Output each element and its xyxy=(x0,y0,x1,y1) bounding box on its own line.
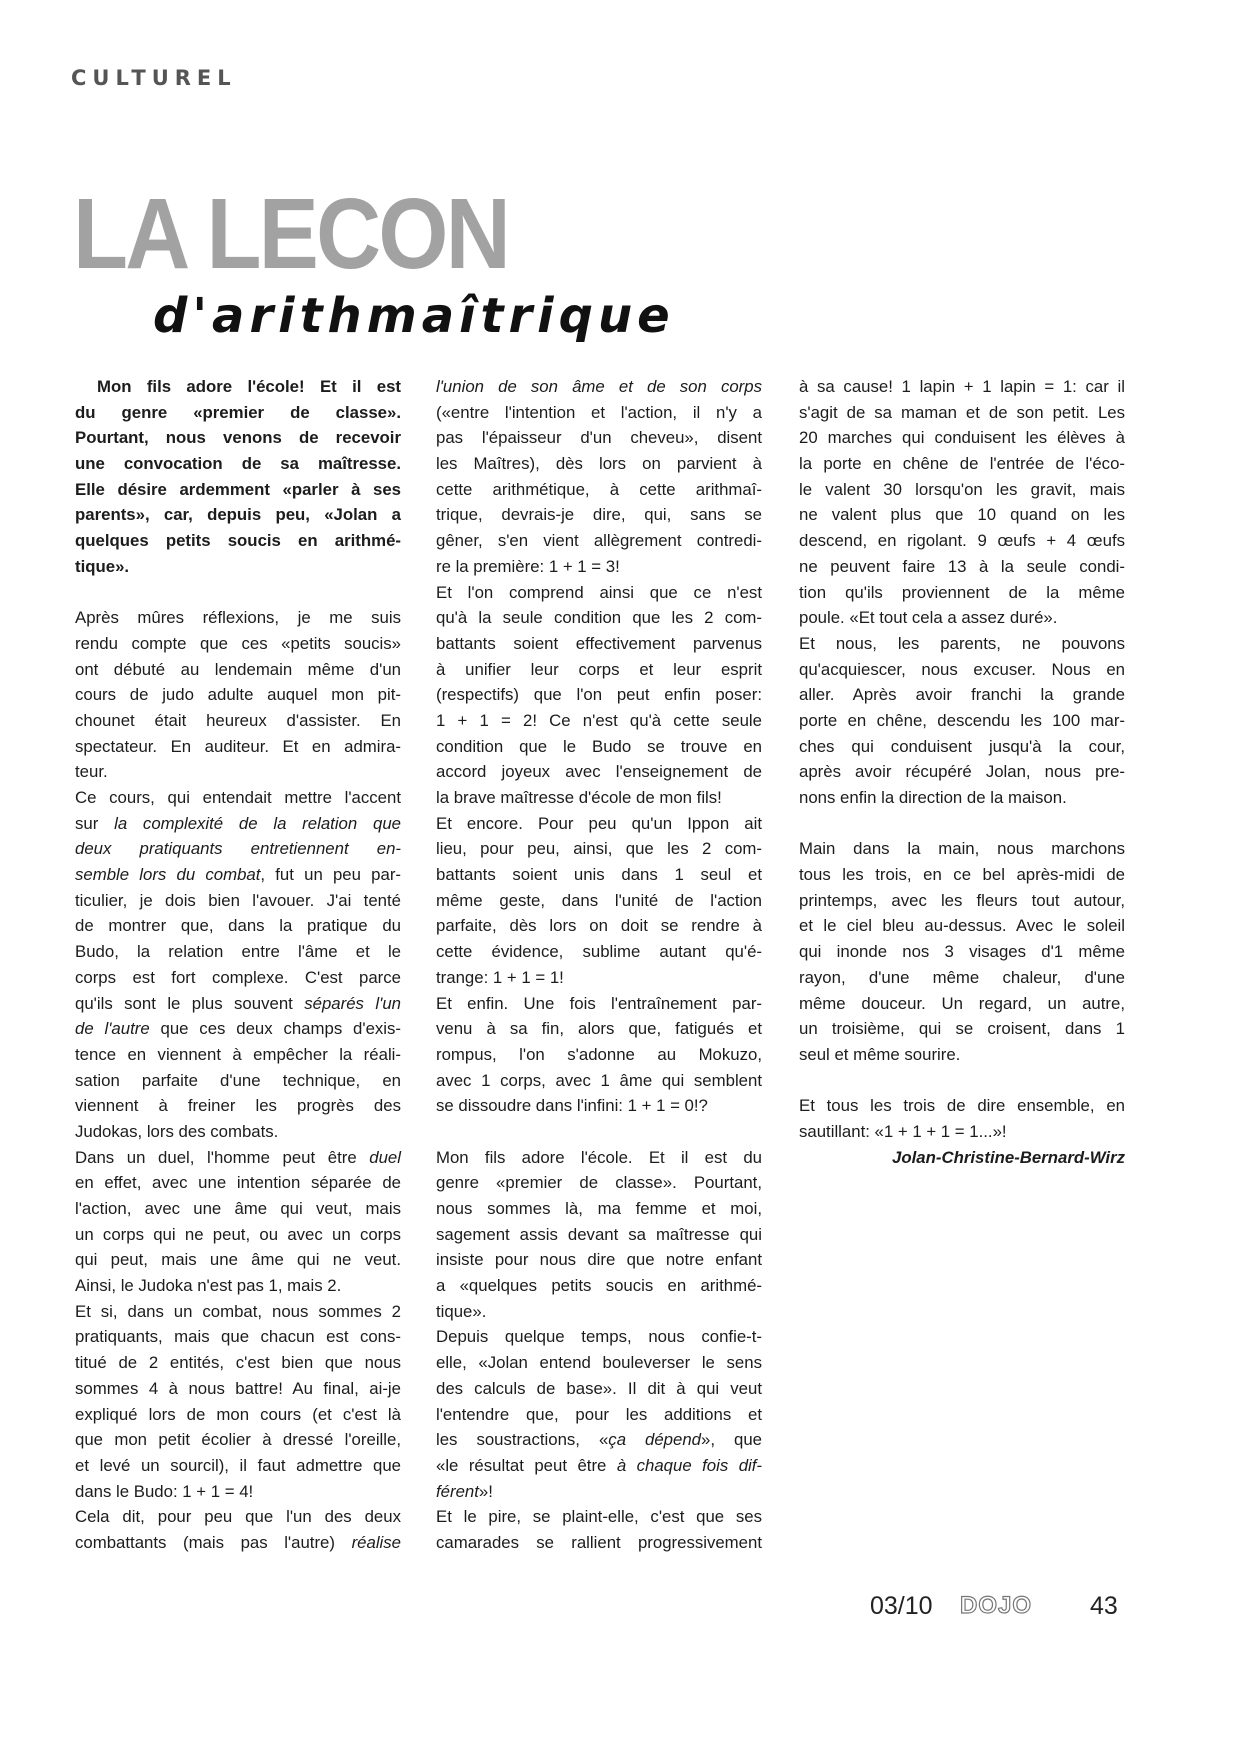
text-line xyxy=(799,1093,1125,1119)
text-line xyxy=(436,1453,762,1479)
paragraph xyxy=(75,605,401,785)
text-line xyxy=(799,554,1125,580)
text-line xyxy=(436,708,762,734)
text-run: Mon fils adore l'école. Et il est du xyxy=(436,1147,762,1167)
text-run: parfaite, dès lors on doit se rendre à xyxy=(436,916,762,936)
text-line xyxy=(75,1324,401,1350)
text-run: nous sommes là, ma femme et moi, xyxy=(436,1199,762,1218)
text-line xyxy=(75,1170,401,1196)
italic-text: férent xyxy=(436,1481,479,1501)
text-line xyxy=(799,991,1125,1017)
text-line xyxy=(799,888,1125,914)
text-line xyxy=(436,554,762,580)
italic-text: l'union de son âme et de son corps xyxy=(436,377,762,396)
paragraph xyxy=(799,1093,1125,1144)
text-run: rompus, l'on s'adonne au Mokuzo, xyxy=(436,1044,762,1064)
text-run: pas l'épaisseur d'un cheveu», disent xyxy=(436,428,762,448)
text-line xyxy=(436,374,762,400)
text-run: qui peut, mais une âme qui ne veut. xyxy=(75,1250,401,1270)
text-run: corps est fort complexe. C'est parce xyxy=(75,967,401,987)
text-line xyxy=(436,734,762,760)
text-line xyxy=(75,1093,401,1119)
text-line xyxy=(799,400,1125,426)
italic-text: ça dépend xyxy=(608,1430,702,1450)
text-run: que ces deux champs d'exis- xyxy=(149,1019,401,1039)
text-run: trange: 1 + 1 = 1! xyxy=(436,967,564,987)
text-run: battants soient effectivement parvenus xyxy=(436,633,762,653)
text-run: qu'acquiescer, nous excuser. Nous en xyxy=(799,659,1125,679)
text-run: de montrer que, dans la pratique du xyxy=(75,916,401,936)
paragraph xyxy=(436,580,762,811)
text-run: venu à sa fin, alors que, fatigués et xyxy=(436,1019,762,1039)
text-run: sautillant: «1 + 1 + 1 = 1...»! xyxy=(799,1121,1007,1141)
text-line xyxy=(436,939,762,965)
text-run: combattants (mais pas l'autre) xyxy=(75,1532,352,1552)
text-run: tous les trois, en ce bel après-midi de xyxy=(799,865,1125,885)
text-run: viennent à freiner les progrès des xyxy=(75,1096,401,1116)
text-line xyxy=(436,605,762,631)
text-run: poule. «Et tout cela a assez duré». xyxy=(799,608,1058,628)
text-line xyxy=(799,477,1125,503)
text-run: cours de judo adulte auquel mon pit- xyxy=(75,685,401,705)
text-line xyxy=(436,682,762,708)
paragraph xyxy=(436,991,762,1119)
text-run: Main dans la main, nous marchons xyxy=(799,839,1125,859)
text-line xyxy=(75,1504,401,1530)
italic-text: séparés l'un xyxy=(304,993,401,1013)
text-line xyxy=(75,1016,401,1042)
text-line xyxy=(799,1016,1125,1042)
text-run: même douceur. Un regard, un autre, xyxy=(799,993,1125,1013)
text-run: la porte en chêne de l'entrée de l'éco- xyxy=(799,454,1125,474)
article-title-sub: d'arithmaîtrique xyxy=(153,288,675,344)
text-run: Après mûres réflexions, je me suis xyxy=(75,608,401,628)
text-line xyxy=(799,682,1125,708)
text-line xyxy=(436,836,762,862)
paragraph xyxy=(799,631,1125,811)
text-line xyxy=(799,374,1125,400)
text-line xyxy=(75,400,401,426)
text-run: ne valent plus que 10 quand on les xyxy=(799,505,1125,525)
text-run: spectateur. En auditeur. Et en admira- xyxy=(75,736,401,756)
text-line xyxy=(75,502,401,528)
text-line xyxy=(75,1530,401,1556)
text-run: qui inonde nos 3 visages d'1 même xyxy=(799,942,1125,962)
text-line xyxy=(799,425,1125,451)
text-line xyxy=(799,631,1125,657)
text-run: les soustractions, « xyxy=(436,1430,609,1450)
text-run: ches qui conduisent jusqu'à la cour, xyxy=(799,736,1125,756)
text-line xyxy=(75,1427,401,1453)
text-line xyxy=(75,965,401,991)
article-column-2 xyxy=(436,374,762,1556)
text-run: les Maîtres), dès lors on parvient à xyxy=(436,454,762,474)
text-run: quelques petits soucis en arithmé- xyxy=(75,531,401,551)
text-line xyxy=(75,1376,401,1402)
text-run: trique, devrais-je dire, qui, sans se xyxy=(436,505,762,525)
text-line xyxy=(75,862,401,888)
text-run: qu'à la seule condition que les 2 com- xyxy=(436,608,762,628)
paragraph xyxy=(436,1324,762,1504)
text-line xyxy=(799,836,1125,862)
text-line xyxy=(436,477,762,503)
italic-text: semble lors du combat xyxy=(75,865,261,885)
text-line xyxy=(436,502,762,528)
paragraph xyxy=(75,1504,401,1555)
text-run: condition que le Budo se trouve en xyxy=(436,736,762,756)
paragraph xyxy=(436,1504,762,1555)
text-run: tique». xyxy=(436,1301,487,1321)
text-line xyxy=(75,836,401,862)
text-run: tence en viennent à empêcher la réali- xyxy=(75,1044,401,1064)
text-run: Et si, dans un combat, nous sommes 2 xyxy=(75,1301,401,1321)
text-run: l'entendre que, pour les additions et xyxy=(436,1404,762,1424)
text-line xyxy=(436,631,762,657)
text-run: sur xyxy=(75,813,115,833)
text-line xyxy=(75,1196,401,1222)
paragraph xyxy=(75,785,401,1145)
text-run: 20 marches qui conduisent les élèves à xyxy=(799,428,1125,448)
text-line xyxy=(436,811,762,837)
text-run: ne peuvent faire 13 à la seule condi- xyxy=(799,556,1125,576)
text-run: lieu, pour peu, ainsi, que les 2 com- xyxy=(436,839,762,859)
text-run: à sa cause! 1 lapin + 1 lapin = 1: car il xyxy=(799,377,1125,396)
text-run: et levé un sourcil), il faut admettre que xyxy=(75,1455,401,1475)
page-number: 43 xyxy=(1090,1592,1118,1620)
text-line xyxy=(75,785,401,811)
text-run: et le ciel bleu au-dessus. Avec le soleil xyxy=(799,916,1125,936)
text-run: un corps qui ne peut, ou avec un corps xyxy=(75,1224,401,1244)
text-line xyxy=(436,528,762,554)
text-run: 1 + 1 = 2! Ce n'est qu'à cette seule xyxy=(436,710,762,730)
text-run: tique». xyxy=(75,556,130,576)
text-line xyxy=(436,1376,762,1402)
text-line xyxy=(75,1247,401,1273)
text-run: battants soient unis dans 1 seul et xyxy=(436,865,762,885)
text-run: qu'ils sont le plus souvent xyxy=(75,993,305,1013)
text-run: Et tous les trois de dire ensemble, en xyxy=(799,1096,1125,1116)
text-run: parents», car, depuis peu, «Jolan a xyxy=(75,505,401,525)
text-run: ticulier, je dois bien l'avouer. J'ai tenté xyxy=(75,890,401,910)
text-run: Depuis quelque temps, nous confie-t- xyxy=(436,1327,762,1347)
text-line xyxy=(799,759,1125,785)
text-run: Judokas, lors des combats. xyxy=(75,1121,279,1141)
text-line xyxy=(75,554,401,580)
text-line xyxy=(75,528,401,554)
paragraph xyxy=(75,1299,401,1505)
paragraph xyxy=(799,374,1125,631)
text-run: Ce cours, qui entendait mettre l'accent xyxy=(75,788,401,807)
text-line xyxy=(436,862,762,888)
text-line xyxy=(436,1273,762,1299)
text-line xyxy=(436,451,762,477)
text-run: tion qu'ils proviennent de la même xyxy=(799,582,1125,602)
text-line xyxy=(436,1042,762,1068)
text-line xyxy=(799,657,1125,683)
text-run: s'agit de sa maman et de son petit. Les xyxy=(799,402,1125,422)
article-lead xyxy=(75,374,401,580)
text-run: titué de 2 entités, c'est bien que nous xyxy=(75,1353,401,1373)
text-run: à unifier leur corps et leur esprit xyxy=(436,659,762,679)
text-run: porte en chêne, descendu les 100 mar- xyxy=(799,710,1125,730)
text-run: , fut un peu par- xyxy=(260,865,401,885)
text-line xyxy=(75,605,401,631)
italic-text: de l'autre xyxy=(75,1019,150,1039)
paragraph xyxy=(799,836,1125,1067)
text-line xyxy=(799,939,1125,965)
text-line xyxy=(436,1350,762,1376)
text-line xyxy=(75,734,401,760)
text-run: Pourtant, nous venons de recevoir xyxy=(75,428,401,448)
text-line xyxy=(436,1299,762,1325)
text-run: insiste pour nous dire que notre enfant xyxy=(436,1250,762,1270)
italic-text: à chaque fois dif- xyxy=(616,1455,763,1475)
text-line xyxy=(75,657,401,683)
text-run: gêner, s'en vient allègrement contredi- xyxy=(436,531,762,551)
text-line xyxy=(436,991,762,1017)
italic-text: deux pratiquants entretiennent en- xyxy=(75,839,401,859)
text-run: printemps, avec les fleurs tout autour, xyxy=(799,890,1125,910)
text-run: nons enfin la direction de la maison. xyxy=(799,788,1067,807)
text-run: a «quelques petits soucis en arithmé- xyxy=(436,1276,762,1296)
text-run: pratiquants, mais que chacun est cons- xyxy=(75,1327,401,1347)
text-run: »! xyxy=(478,1481,493,1501)
italic-text: la complexité de la relation que xyxy=(114,813,401,833)
text-run: («entre l'intention et l'action, il n'y a xyxy=(436,402,762,422)
text-run: Et l'on comprend ainsi que ce n'est xyxy=(436,582,762,602)
text-run: accord joyeux avec l'enseignement de xyxy=(436,762,762,782)
text-line xyxy=(799,605,1125,631)
text-line xyxy=(799,451,1125,477)
text-run: se dissoudre dans l'infini: 1 + 1 = 0!? xyxy=(436,1096,708,1116)
text-line xyxy=(75,939,401,965)
text-line xyxy=(436,1170,762,1196)
text-line xyxy=(75,1145,401,1171)
text-run: re la première: 1 + 1 = 3! xyxy=(436,556,620,576)
text-line xyxy=(436,657,762,683)
paragraph xyxy=(436,1145,762,1325)
text-line xyxy=(436,759,762,785)
text-run: seul et même sourire. xyxy=(799,1044,961,1064)
text-line xyxy=(75,1402,401,1428)
text-run: teur. xyxy=(75,762,108,782)
text-run: Dans un duel, l'homme peut être xyxy=(75,1147,370,1167)
text-run: la brave maîtresse d'école de mon fils! xyxy=(436,788,722,807)
text-line xyxy=(75,374,401,400)
text-line xyxy=(436,888,762,914)
text-line xyxy=(799,862,1125,888)
text-run: descend, en rigolant. 9 œufs + 4 œufs xyxy=(799,531,1125,551)
text-run: (respectifs) que l'on peut enfin poser: xyxy=(436,685,762,705)
text-run: sommes 4 à nous battre! Au final, ai-je xyxy=(75,1378,401,1398)
text-line xyxy=(75,888,401,914)
text-line xyxy=(799,785,1125,811)
text-line xyxy=(799,1119,1125,1145)
paragraph-gap xyxy=(436,1119,762,1145)
text-run: Budo, la relation entre l'âme et le xyxy=(75,942,401,962)
text-line xyxy=(75,759,401,785)
article-column-3 xyxy=(799,374,1125,1170)
italic-text: duel xyxy=(369,1147,401,1167)
paragraph xyxy=(436,374,762,580)
text-run: dans le Budo: 1 + 1 = 4! xyxy=(75,1481,254,1501)
text-run: sagement assis devant sa maîtresse qui xyxy=(436,1224,762,1244)
text-run: même geste, dans l'unité de l'action xyxy=(436,890,762,910)
text-line xyxy=(436,1247,762,1273)
text-line xyxy=(799,502,1125,528)
text-line xyxy=(436,1016,762,1042)
text-line xyxy=(799,708,1125,734)
magazine-logo: DOJO xyxy=(960,1592,1033,1619)
text-line xyxy=(75,1453,401,1479)
text-run: avec 1 corps, avec 1 âme qui semblent xyxy=(436,1070,762,1090)
text-run: Et nous, les parents, ne pouvons xyxy=(799,633,1125,653)
text-line xyxy=(75,682,401,708)
text-line xyxy=(75,425,401,451)
text-run: Et enfin. Une fois l'entraînement par- xyxy=(436,993,762,1013)
article-column-1 xyxy=(75,374,401,1556)
text-run: Elle désire ardemment «parler à ses xyxy=(75,479,401,499)
text-line xyxy=(436,580,762,606)
text-line xyxy=(75,1273,401,1299)
text-run: Et encore. Pour peu qu'un Ippon ait xyxy=(436,813,762,833)
paragraph xyxy=(75,1145,401,1299)
text-run: en effet, avec une intention séparée de xyxy=(75,1173,401,1193)
text-line xyxy=(436,1222,762,1248)
text-line xyxy=(75,1042,401,1068)
text-line xyxy=(799,528,1125,554)
text-line xyxy=(436,1504,762,1530)
section-label: CULTUREL xyxy=(71,66,237,90)
text-run: cette évidence, sublime autant qu'é- xyxy=(436,942,762,962)
text-line xyxy=(75,477,401,503)
issue-number: 03/10 xyxy=(870,1592,933,1620)
text-line xyxy=(436,913,762,939)
text-line xyxy=(436,1324,762,1350)
text-line xyxy=(799,1042,1125,1068)
text-line xyxy=(799,965,1125,991)
text-line xyxy=(436,1068,762,1094)
text-line xyxy=(436,400,762,426)
text-line xyxy=(75,708,401,734)
text-run: que mon petit écolier à dressé l'oreille, xyxy=(75,1430,401,1450)
text-run: aller. Après avoir franchi la grande xyxy=(799,685,1125,705)
text-run: des calculs de base». Il dit à qui veut xyxy=(436,1378,762,1398)
text-run: un troisième, qui se croisent, dans 1 xyxy=(799,1019,1125,1039)
text-line xyxy=(75,1068,401,1094)
text-line xyxy=(436,1196,762,1222)
text-run: genre «premier de classe». Pourtant, xyxy=(436,1173,762,1193)
text-run: elle, «Jolan entend bouleverser le sens xyxy=(436,1353,762,1373)
text-run: », que xyxy=(701,1430,762,1450)
text-line xyxy=(75,811,401,837)
text-run: chounet était heureux d'assister. En xyxy=(75,710,401,730)
text-run: expliqué lors de mon cours (et c'est là xyxy=(75,1404,401,1424)
text-line xyxy=(75,1299,401,1325)
text-line xyxy=(436,1427,762,1453)
text-run: l'action, avec une âme qui veut, mais xyxy=(75,1199,401,1218)
italic-text: réalise xyxy=(351,1532,401,1552)
text-line xyxy=(436,965,762,991)
text-run: après avoir récupéré Jolan, nous pre- xyxy=(799,762,1125,782)
text-run: camarades se rallient progressivement xyxy=(436,1532,762,1552)
text-run: une convocation de sa maîtresse. xyxy=(75,454,401,474)
paragraph-gap xyxy=(75,580,401,606)
text-line xyxy=(75,1350,401,1376)
author-signature: Jolan-Christine-Bernard-Wirz xyxy=(892,1147,1125,1167)
paragraph-gap xyxy=(799,1068,1125,1094)
text-line xyxy=(799,913,1125,939)
text-run: Et le pire, se plaint-elle, c'est que ses xyxy=(436,1507,762,1527)
text-line xyxy=(436,1402,762,1428)
text-run: sation parfaite d'une technique, en xyxy=(75,1070,401,1090)
text-line xyxy=(436,785,762,811)
text-run: du genre «premier de classe». xyxy=(75,402,401,422)
text-line xyxy=(436,1093,762,1119)
paragraph xyxy=(436,811,762,991)
text-run: Ainsi, le Judoka n'est pas 1, mais 2. xyxy=(75,1276,342,1296)
text-run: Cela dit, pour peu que l'un des deux xyxy=(75,1507,401,1527)
text-line xyxy=(75,1119,401,1145)
text-line xyxy=(75,1222,401,1248)
text-run: ont débuté au lendemain même d'un xyxy=(75,659,401,679)
text-line xyxy=(75,451,401,477)
text-run: «le résultat peut être xyxy=(436,1455,617,1475)
text-line xyxy=(75,991,401,1017)
text-run: Mon fils adore l'école! Et il est xyxy=(97,377,401,396)
text-run: rayon, d'une même chaleur, d'une xyxy=(799,967,1125,987)
text-run: rendu compte que ces «petits soucis» xyxy=(75,633,401,653)
text-line xyxy=(75,913,401,939)
article-title-main: LA LECON xyxy=(73,178,509,290)
text-line xyxy=(436,1479,762,1505)
text-run: cette arithmétique, à cette arithmaî- xyxy=(436,479,762,499)
text-line xyxy=(799,734,1125,760)
text-line xyxy=(799,580,1125,606)
text-run: le valent 30 lorsqu'on les gravit, mais xyxy=(799,479,1125,499)
text-line xyxy=(75,631,401,657)
paragraph-gap xyxy=(799,811,1125,837)
text-line xyxy=(436,1145,762,1171)
text-line xyxy=(436,1530,762,1556)
text-line xyxy=(436,425,762,451)
text-line xyxy=(75,1479,401,1505)
